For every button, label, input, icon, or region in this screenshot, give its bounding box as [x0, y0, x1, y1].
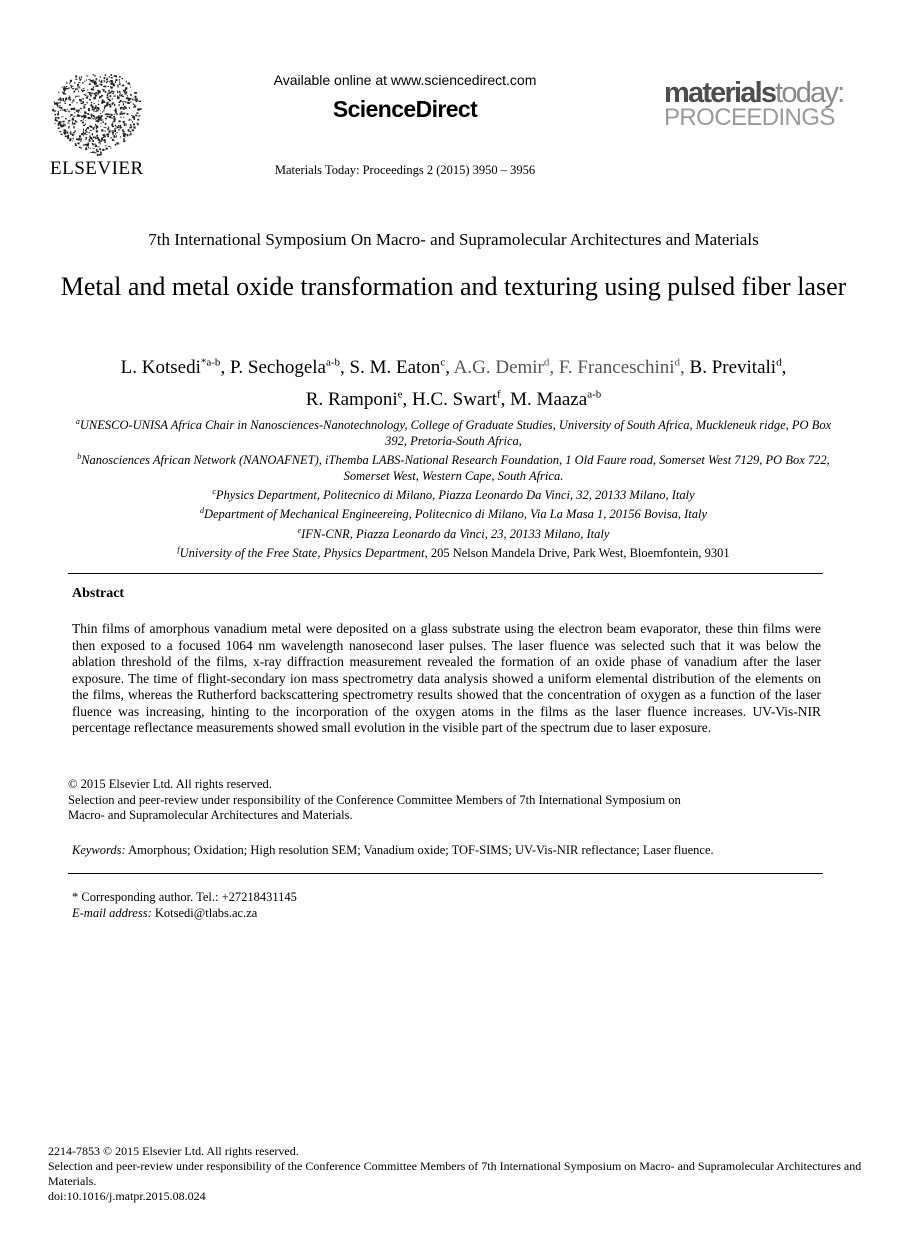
author: B. Previtali$^d$, [689, 357, 787, 379]
journal-reference: Materials Today: Proceedings 2 (2015) 3950 – 3956 [274, 163, 536, 177]
keywords: Keywords: Amorphous; Oxidation; High resolution SEM; Vanadium oxide; TOF-SIMS; UV-Vis-NIR reflectance; Laser fluence. [72, 843, 714, 857]
corresponding-author: * Corresponding author. Tel.: +27218431145 E-mail address: Kotsedi@tlabs.ac.za [72, 890, 297, 920]
available-online-link[interactable]: Available online at www.sciencedirect.com [273, 72, 537, 88]
copyright-notice: © 2015 Elsevier Ltd. All rights reserved. Selection and peer-review under responsibility of the Conference Committee Members of 7th International Symposium on Macro- and Supramolecular Architectures and Materials. [68, 777, 681, 822]
affiliation: $^f$University of the Free State, Physics Department, 205 Nelson Mandela Drive, Park West, Bloemfontein, 9301 [177, 544, 730, 560]
email-link[interactable]: Kotsedi@tlabs.ac.za [151, 905, 258, 920]
symposium-name: 7th International Symposium On Macro- and Supramolecular Architectures and Materials [148, 230, 759, 249]
page-footer: 2214-7853 © 2015 Elsevier Ltd. All rights reserved. Selection and peer-review under responsibility of the Conference Committee Members of 7th International Symposium on Macro- and Supramolecular Architectures and Materials. doi:10.1016/j.matpr.2015.08.024 [48, 1144, 862, 1203]
affiliation: $^e$IFN-CNR, Piazza Leonardo da Vinci, 23, 20133 Milano, Italy [297, 525, 610, 541]
paper-title: Metal and metal oxide transformation and texturing using pulsed fiber laser [60, 272, 847, 301]
author-list [60, 350, 847, 413]
author: A.G. Demir$^d$, [453, 357, 559, 379]
affiliation: $^d$Department of Mechanical Engineereing, Politecnico di Milano, Via La Masa 1, 20156 Bovisa, Italy [199, 506, 708, 522]
affiliation: $^a$UNESCO-UNISA Africa Chair in Nanosciences-Nanotechnology, College of Graduate Studies, University of South Africa, Muckleneuk ridge, PO Box 392, Pretoria-South Africa, [75, 417, 832, 449]
author: M. Maaza$^{a-b}$ [510, 388, 602, 410]
section-divider [68, 873, 823, 874]
abstract-body: Thin films of amorphous vanadium metal were deposited on a glass substrate using the electron beam evaporator, these thin films were then exposed to a focused 1064 nm wavelength nanosecond laser pulses. The laser fluence was selected such that it was below the ablation threshold of the films, x-ray diffraction measurement revealed the formation of an oxide phase of vanadium after the laser exposure. The time of flight-secondary ion mass spectrometry data analysis showed a uniform elemental distribution of the elements on the films, whereas the Rutherford backscattering spectrometry results showed that the concentration of oxygen as a function of the laser fluence was increasing, hinting to the incorporation of the oxygen atoms in the films as the laser fluence increases. UV-Vis-NIR percentage reflectance measurements showed small evolution in the visible part of the spectrum due to laser exposure. [72, 621, 821, 735]
author: S. M. Eaton$^c$, [349, 357, 454, 379]
affiliation: $^b$Nanosciences African Network (NANOAFNET), iThemba LABS-National Research Foundation, 1 Old Faure road, Somerset West 7129, PO Box 722, Somerset West, Western Cape, South Africa. [77, 452, 830, 484]
author: L. Kotsedi$^{*a-b}$, [120, 357, 230, 379]
section-divider [68, 573, 823, 574]
materials-today-logo [664, 79, 864, 129]
elsevier-wordmark: ELSEVIER [50, 158, 144, 179]
mt-logo-today: today: [775, 77, 844, 109]
author: P. Sechogela$^{a-b}$, [229, 357, 350, 379]
doi-link[interactable]: doi:10.1016/j.matpr.2015.08.024 [48, 1189, 206, 1203]
affiliation: $^c$Physics Department, Politecnico di Milano, Piazza Leonardo Da Vinci, 32, 20133 Milano, Italy [212, 487, 695, 503]
mt-logo-materials: materials [664, 77, 776, 109]
sciencedirect-brand[interactable]: ScienceDirect [332, 96, 478, 122]
author: R. Ramponi$^e$, [305, 388, 412, 410]
abstract-heading: Abstract [72, 586, 125, 601]
author: H.C. Swart$^f$, [412, 388, 511, 410]
author: F. Franceschini$^d$, [558, 357, 690, 379]
mt-logo-proceedings: PROCEEDINGS [664, 104, 835, 131]
affiliations [66, 414, 841, 561]
